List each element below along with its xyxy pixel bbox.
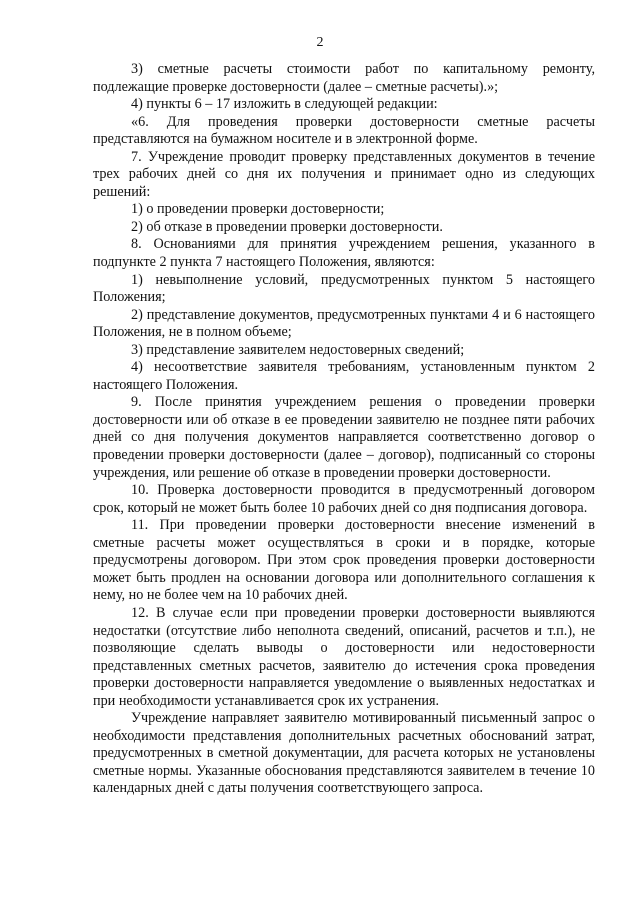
paragraph-clause-11: 11. При проведении проверки достоверности внесение изменений в сметные расчеты может осуществляться в сроки и в порядке, которые предусмотрены договором. При этом срок проведения проверки достоверности может быть продлен на основании договора или дополнительного соглашения к нему, но не более чем на 10 рабочих дней. <box>93 517 595 604</box>
paragraph-clause-8-ground-3: 3) представление заявителем недостоверных сведений; <box>131 341 465 358</box>
paragraph-clause-7-option-1: 1) о проведении проверки достоверности; <box>131 201 385 218</box>
paragraph-clause-10: 10. Проверка достоверности проводится в предусмотренный договором срок, который не может быть более 10 рабочих дней со дня подписания договора. <box>93 482 595 516</box>
paragraph-clause-12: 12. В случае если при проведении проверки достоверности выявляются недостатки (отсутствие либо неполнота сведений, описаний, расчетов и т.п.), не позволяющие сделать выводы о достоверности или недостоверности представленных сметных расчетов, заявителю до истечения срока проведения проверки достоверности направляется уведомление о выявленных недостатках и при необходимости устанавливается срок их устранения. <box>93 604 595 709</box>
document-body <box>93 61 595 798</box>
page-number: 2 <box>316 35 324 50</box>
paragraph-clause-7-option-2: 2) об отказе в проведении проверки достоверности. <box>131 218 443 235</box>
paragraph-clause-8-ground-2: 2) представление документов, предусмотренных пунктами 4 и 6 настоящего Положения, не в полном объеме; <box>93 306 595 341</box>
paragraph-clause-7: 7. Учреждение проводит проверку представленных документов в течение трех рабочих дней со дня их получения и принимает одно из следующих решений: <box>93 148 595 200</box>
paragraph-clause-8-ground-1: 1) невыполнение условий, предусмотренных пунктом 5 настоящего Положения; <box>93 271 595 306</box>
paragraph-item-4-amendment: 4) пункты 6 – 17 изложить в следующей редакции: <box>131 96 438 113</box>
paragraph-clause-8: 8. Основаниями для принятия учреждением решения, указанного в подпункте 2 пункта 7 настоящего Положения, являются: <box>93 236 595 271</box>
paragraph-subitem-3-estimates: 3) сметные расчеты стоимости работ по капитальному ремонту, подлежащие проверке достоверности (далее – сметные расчеты).»; <box>93 61 595 95</box>
paragraph-clause-9: 9. После принятия учреждением решения о проведении проверки достоверности или об отказе в ее проведении заявителю не позднее пяти рабочих дней со дня получения документов направляется соответственно договор о проведении проверки достоверности (далее – договор), подписанный со стороны учреждения, или решение об отказе в проведении проверки достоверности. <box>93 394 595 481</box>
paragraph-clause-8-ground-4: 4) несоответствие заявителя требованиям, установленным пунктом 2 настоящего Положения. <box>93 359 595 393</box>
paragraph-clause-12-request: Учреждение направляет заявителю мотивированный письменный запрос о необходимости представления дополнительных расчетных обоснований затрат, предусмотренных в сметной документации, для расчета которых не установлены сметные нормы. Указанные обоснования представляются заявителем в течение 10 календарных дней с даты получения соответствующего запроса. <box>93 710 595 797</box>
paragraph-clause-6: «6. Для проведения проверки достоверности сметные расчеты представляются на бумажном носителе и в электронной форме. <box>93 113 595 148</box>
